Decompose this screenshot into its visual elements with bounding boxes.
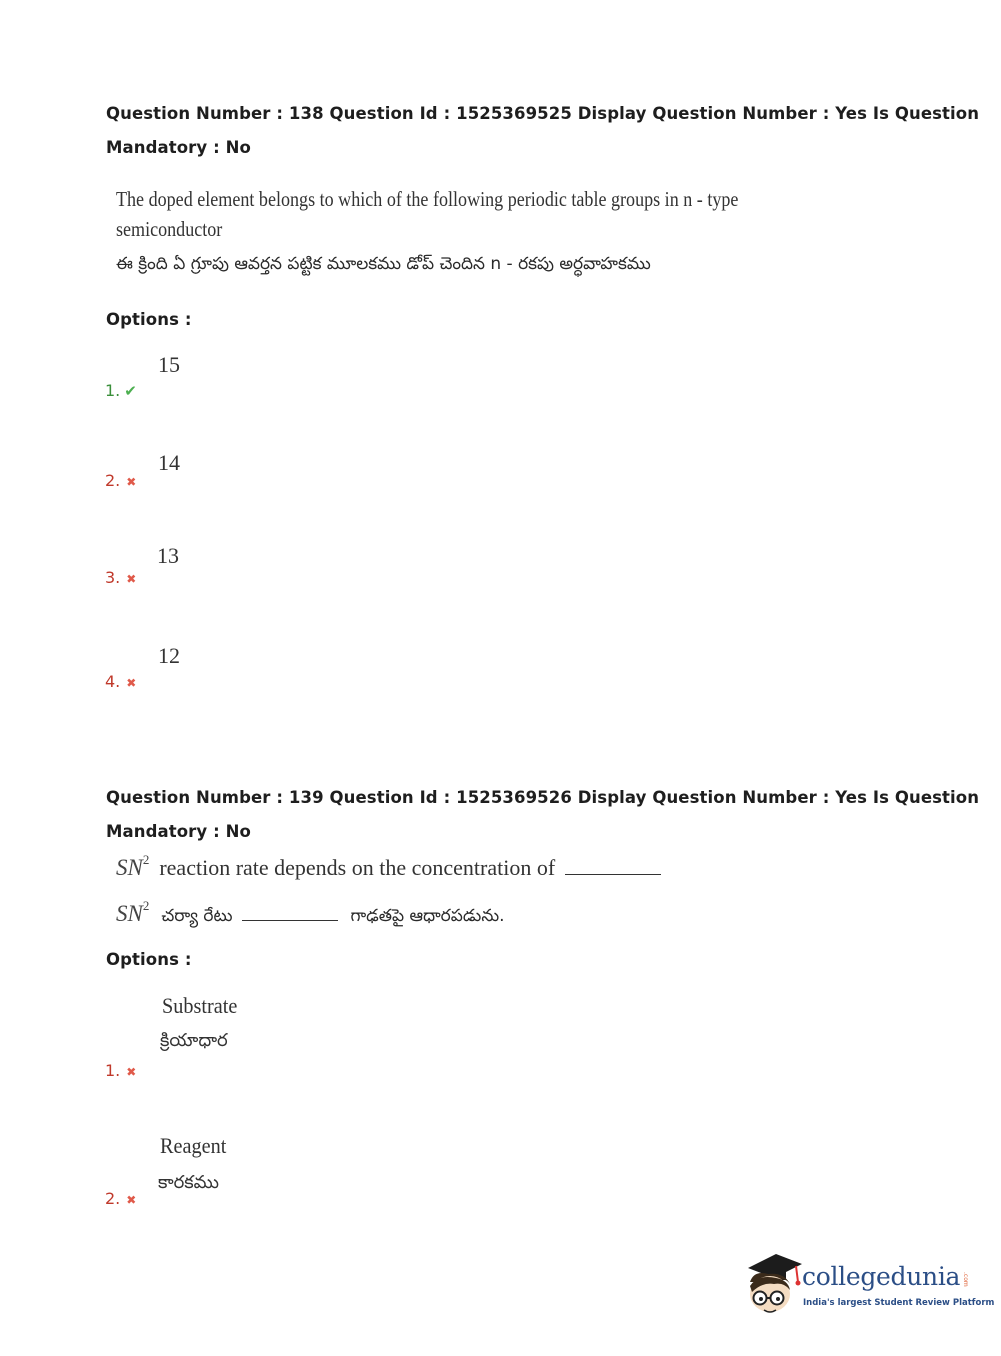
- q138-options-label: Options :: [106, 310, 192, 329]
- check-icon: ✔: [124, 382, 137, 400]
- logo-com: .com: [962, 1272, 969, 1287]
- sn-symbol: $SN^2$: [116, 852, 150, 880]
- q138-option-3-number: 3.: [105, 568, 121, 587]
- q139-option-2-value-en: Reagent: [160, 1133, 227, 1158]
- q138-option-1-number: 1.: [105, 381, 121, 400]
- q138-meta-line2: Mandatory : No: [106, 138, 251, 157]
- q138-option-2-value: 14: [158, 450, 180, 475]
- logo-tagline: India's largest Student Review Platform: [803, 1298, 995, 1308]
- q139-meta-line2: Mandatory : No: [106, 822, 251, 841]
- q139-option-1-number: 1.: [105, 1061, 121, 1080]
- q139-question-text-en: $SN^2$ reaction rate depends on the concentration of: [116, 852, 661, 881]
- cross-icon: ✖: [126, 572, 137, 586]
- q139-option-1-label: [105, 1061, 136, 1080]
- q138-question-text-te: ఈ క్రింది ఏ గ్రూపు ఆవర్తన పట్టిక మూలకము డోప్ చెందిన n - రకపు అర్ధవాహకము: [116, 254, 651, 274]
- q139-option-2-number: 2.: [105, 1189, 121, 1208]
- logo-wordmark: collegedunia: [802, 1262, 961, 1291]
- q138-meta-line1: Question Number : 138 Question Id : 1525369525 Display Question Number : Yes Is Question: [106, 104, 980, 123]
- q139-option-1-value-en: Substrate: [162, 993, 238, 1018]
- q139-options-label: Options :: [106, 950, 192, 969]
- q138-option-2-label: [105, 471, 136, 490]
- q138-question-text-en-1: The doped element belongs to which of the following periodic table groups in n - type: [116, 187, 739, 211]
- q139-question-text-te: $SN^2$ చర్యా రేటు గాఢతపై ఆధారపడును.: [116, 898, 505, 926]
- q139-option-2-value-te: కారకము: [158, 1172, 219, 1192]
- q138-option-3-label: [105, 568, 136, 587]
- q138-option-4-label: [105, 672, 136, 691]
- cross-icon: ✖: [126, 475, 137, 489]
- answer-blank: [242, 920, 338, 921]
- q138-option-3-value: 13: [157, 543, 179, 568]
- sn-symbol: $SN^2$: [116, 898, 150, 926]
- q138-option-1-value: 15: [158, 352, 180, 377]
- q139-option-1-value-te: క్రియాధార: [160, 1030, 228, 1050]
- collegedunia-logo: [740, 1248, 995, 1320]
- q138-option-1-label: [105, 381, 137, 400]
- q138-question-text-en-2: semiconductor: [116, 217, 223, 241]
- q138-option-4-value: 12: [158, 643, 180, 668]
- q139-option-2-label: [105, 1189, 136, 1208]
- cross-icon: ✖: [126, 1193, 137, 1207]
- q138-option-2-number: 2.: [105, 471, 121, 490]
- cross-icon: ✖: [126, 676, 137, 690]
- answer-blank: [565, 874, 661, 875]
- student-mascot-icon: [740, 1248, 804, 1320]
- q138-option-4-number: 4.: [105, 672, 121, 691]
- cross-icon: ✖: [126, 1065, 137, 1079]
- q139-meta-line1: Question Number : 139 Question Id : 1525369526 Display Question Number : Yes Is Question: [106, 788, 980, 807]
